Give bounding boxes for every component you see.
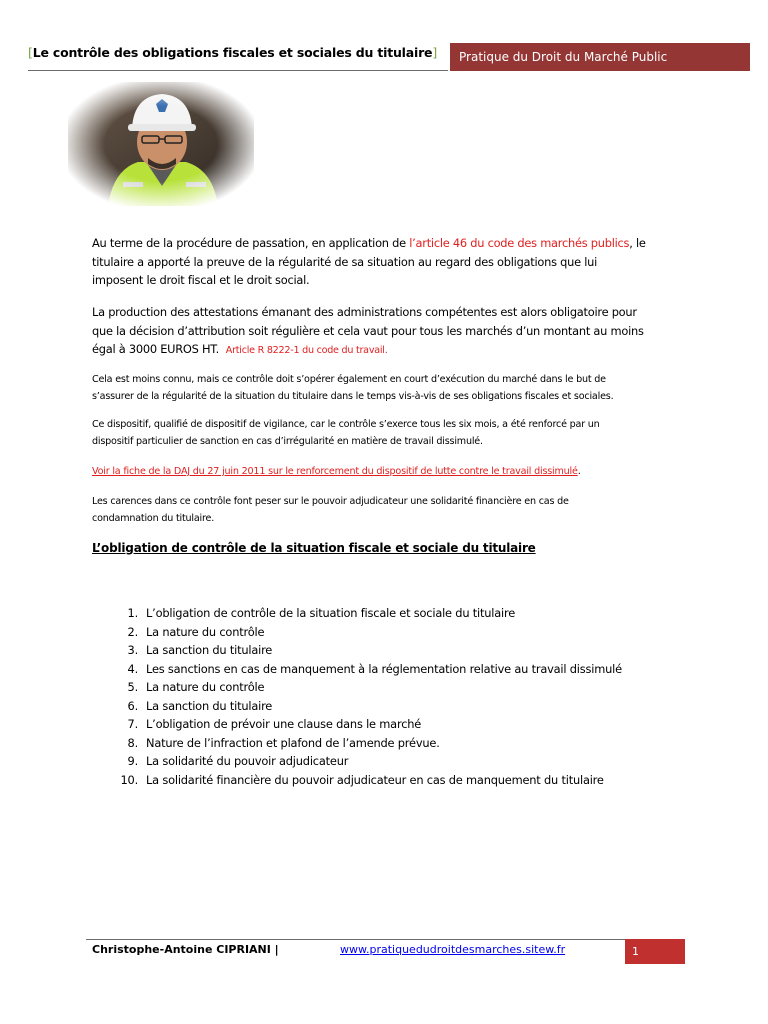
paragraph-line: Cela est moins connu, mais ce contrôle doit s’opérer également en court d’exécution du marché dans le but de [92,374,606,385]
daj-fiche-link[interactable]: Voir la fiche de la DAJ du 27 juin 2011 sur le renforcement du dispositif de lutte contre le travail dissimulé [92,466,578,477]
list-number: 6. [127,698,138,713]
list-text: L’obligation de contrôle de la situation fiscale et sociale du titulaire [146,606,516,620]
paragraph-line [92,340,680,361]
paragraph-4 [92,416,680,450]
footer-rule [86,939,626,940]
header-title-text: Le contrôle des obligations fiscales et sociales du titulaire [32,45,433,60]
article-reference: Article R 8222-1 du code du travail. [225,345,388,356]
text-span: Au terme de la procédure de passation, en application de [92,236,410,250]
paragraph-line: Les carences dans ce contrôle font peser sur le pouvoir adjudicateur une solidarité financière en cas de [92,496,569,507]
header-right-title: Pratique du Droit du Marché Public [459,50,668,64]
paragraph-1 [92,234,680,290]
list-item [108,641,622,660]
list-number: 7. [127,717,138,731]
list-item [108,678,622,697]
header-rule [28,70,448,71]
header-title [28,45,437,60]
text-span: , le [629,236,646,250]
paragraph-line: que la décision d’attribution soit régulière et cela vaut pour tous les marchés d’un montant au moins [92,323,644,338]
paragraph-line: imposent le droit fiscal et le droit social. [92,273,310,287]
section-heading: L’obligation de contrôle de la situation fiscale et sociale du titulaire [92,541,536,555]
list-text: La solidarité du pouvoir adjudicateur [146,754,349,768]
footer-website-link[interactable]: www.pratiquedudroitdesmarches.sitew.fr [340,943,566,956]
list-text: Les sanctions en cas de manquement à la réglementation relative au travail dissimulé [146,661,622,676]
list-text: La solidarité financière du pouvoir adjudicateur en cas de manquement du titulaire [146,772,604,787]
page-number: 1 [632,945,639,958]
list-item [108,715,622,734]
list-number: 3. [127,643,138,657]
footer-author: Christophe-Antoine CIPRIANI | [92,943,279,956]
article-reference: l’article 46 du code des marchés publics [409,236,630,250]
text-span: . [577,466,581,477]
list-item [108,604,622,623]
paragraph-6 [92,493,680,527]
numbered-list [108,604,622,789]
bracket-open: [ [28,45,33,60]
list-number: 4. [127,661,138,676]
list-text: L’obligation de prévoir une clause dans le marché [146,717,422,731]
paragraph-line: Ce dispositif, qualifié de dispositif de vigilance, car le contrôle s’exerce tous les six mois, a été renforcé par un [92,419,600,430]
list-item [108,697,622,716]
paragraph-line: dispositif particulier de sanction en cas d’irrégularité en matière de travail dissimulé. [92,436,483,447]
list-number: 1. [127,606,138,620]
list-item [108,734,622,753]
paragraph-5 [92,463,680,480]
list-number: 2. [127,624,138,639]
list-number: 10. [120,772,138,787]
list-text: La nature du contrôle [146,680,265,694]
list-number: 5. [127,680,138,694]
list-text: La sanction du titulaire [146,643,273,657]
list-item [108,752,622,771]
list-text: La sanction du titulaire [146,698,273,713]
list-item [108,771,622,790]
list-text: Nature de l’infraction et plafond de l’amende prévue. [146,735,440,750]
paragraph-3 [92,371,680,405]
author-photo [68,82,254,206]
paragraph-line: La production des attestations émanant des administrations compétentes est alors obligatoire pour [92,305,637,319]
list-item [108,660,622,679]
list-number: 8. [127,735,138,750]
paragraph-line [92,234,680,253]
page-number-box [625,939,685,964]
paragraph-line: s’assurer de la régularité de la situation du titulaire dans le temps vis-à-vis de ses obligations fiscales et sociales. [92,391,614,402]
paragraph-line: condamnation du titulaire. [92,513,215,524]
bracket-close: ] [432,45,438,60]
paragraph-2 [92,303,680,361]
text-span: égal à 3000 EUROS HT. [92,342,220,356]
header-right-box [450,43,750,71]
list-item [108,623,622,642]
list-text: La nature du contrôle [146,624,265,639]
list-number: 9. [127,754,138,768]
paragraph-line: titulaire a apporté la preuve de la régularité de sa situation au regard des obligations que lui [92,254,598,269]
